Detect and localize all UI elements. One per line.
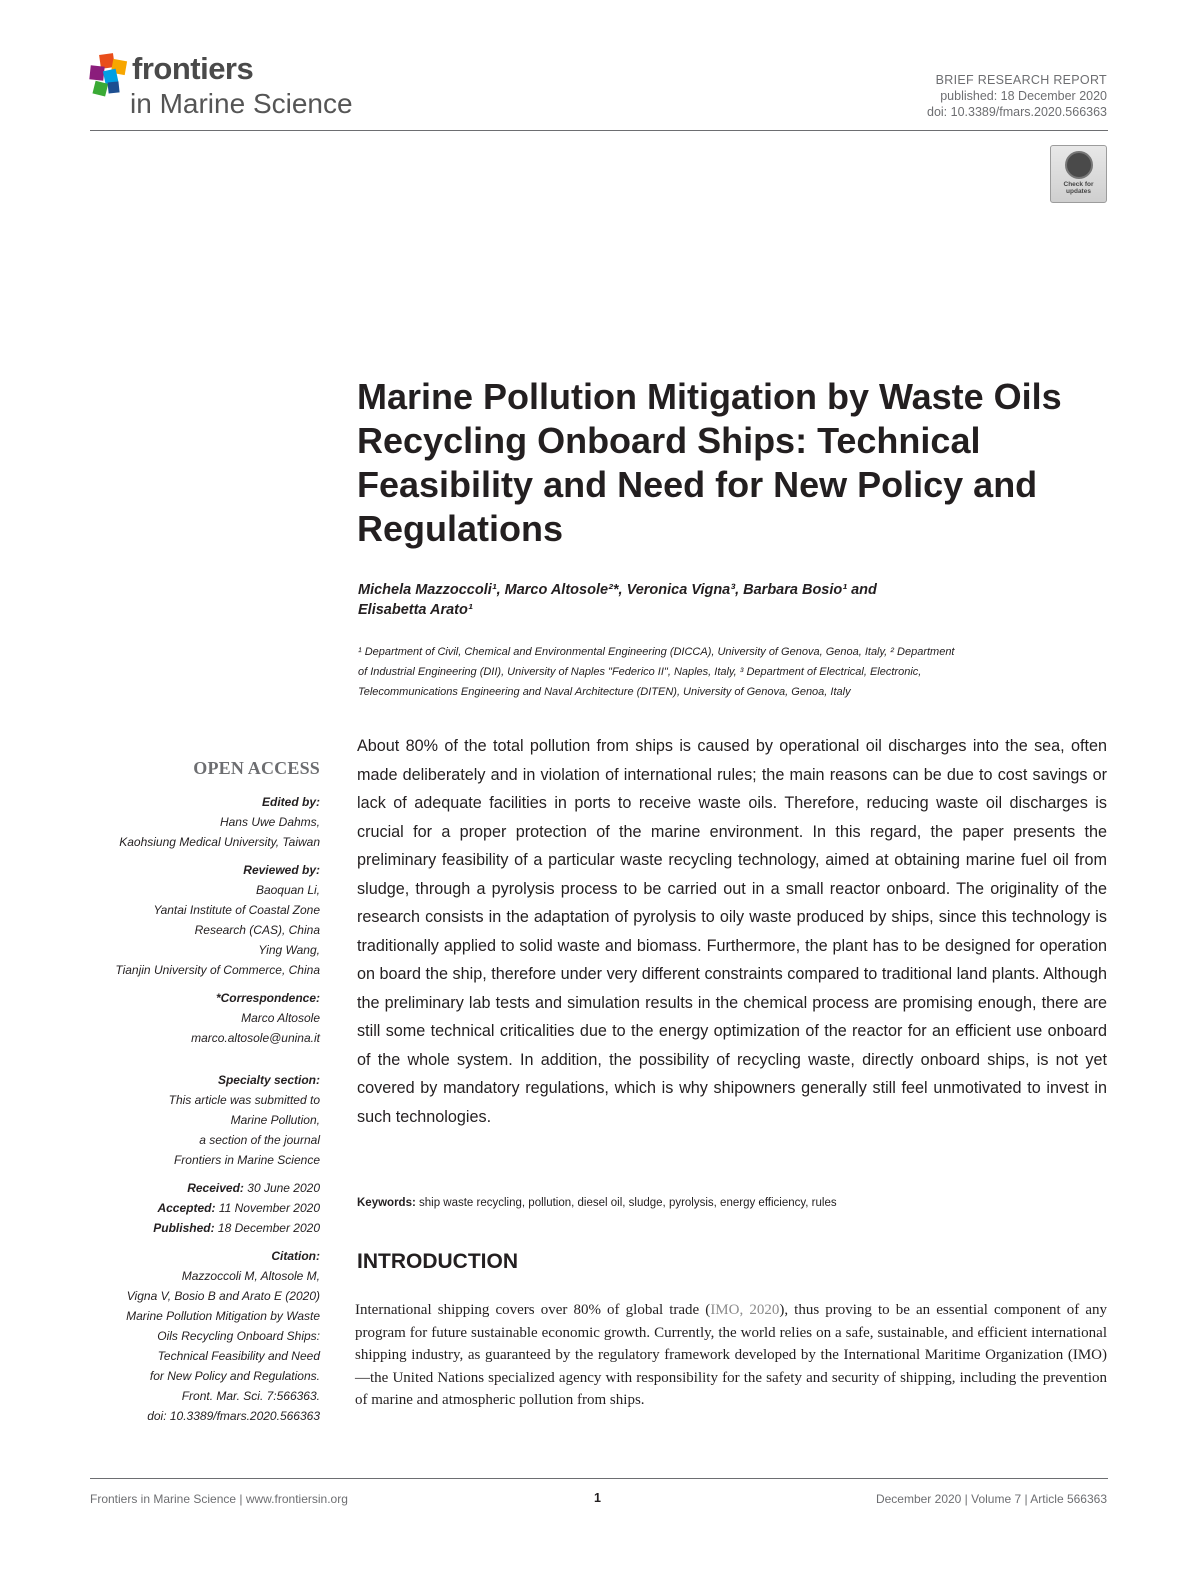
citation-line: Oils Recycling Onboard Ships: <box>157 1329 320 1343</box>
specialty-line: This article was submitted to <box>168 1093 320 1107</box>
received-date: Received: 30 June 2020 <box>187 1181 320 1195</box>
logo-wordmark: frontiers <box>132 51 254 86</box>
reviewed-by <box>70 860 320 980</box>
intro-text-after: ), thus proving to be an essential component of any program for future sustainable economic growth. Currently, the world relies on a safe, sustainable, and efficient international shipping industry, as guaranteed by the regulatory framework developed by the International Maritime Organization (IMO)—the United Nations specialized agency with responsibility for the safety and security of shipping, including the prevention of marine and atmospheric pollution from ships. <box>355 1302 1108 1408</box>
editor-affiliation: Kaohsiung Medical University, Taiwan <box>119 835 320 849</box>
check-for-updates-button[interactable] <box>1050 145 1107 203</box>
reviewer-name[interactable]: Baoquan Li, <box>255 883 320 897</box>
affiliation-line: ¹ Department of Civil, Chemical and Environmental Engineering (DICCA), University of Genova, Genoa, Italy, ² Department <box>358 646 955 658</box>
affiliation-line: Telecommunications Engineering and Naval Architecture (DITEN), University of Genova, Genoa, Italy <box>358 686 851 698</box>
affiliations <box>358 642 1103 702</box>
intro-text-before: International shipping covers over 80% of global trade ( <box>355 1302 711 1318</box>
edited-by-label: Edited by: <box>261 795 320 809</box>
reviewer-affiliation: Research (CAS), China <box>194 923 320 937</box>
citation-label: Citation: <box>271 1249 320 1263</box>
crossmark-label: Check for updates <box>1063 181 1094 195</box>
footer-journal-link[interactable]: Frontiers in Marine Science | www.frontiersin.org <box>90 1492 348 1506</box>
article-title: Marine Pollution Mitigation by Waste Oils Recycling Onboard Ships: Technical Feasibility and Need for New Policy and Regulations <box>357 376 1062 549</box>
published-date: published: 18 December 2020 <box>940 89 1107 103</box>
introduction-paragraph <box>355 1299 1107 1412</box>
specialty-line: Frontiers in Marine Science <box>173 1153 320 1167</box>
editor-name[interactable]: Hans Uwe Dahms, <box>219 815 320 829</box>
open-access-label: OPEN ACCESS <box>193 758 320 778</box>
sidebar <box>70 758 320 1434</box>
correspondence-label: *Correspondence: <box>215 991 320 1005</box>
keywords-label: Keywords: <box>357 1197 416 1209</box>
doi-link[interactable]: doi: 10.3389/fmars.2020.566363 <box>927 105 1107 119</box>
specialty-section <box>70 1070 320 1170</box>
affiliation-line: of Industrial Engineering (DII), University of Naples "Federico II", Naples, Italy, ³ Department of Electrical, Electronic, <box>358 666 922 678</box>
correspondence <box>70 988 320 1048</box>
abstract: About 80% of the total pollution from ships is caused by operational oil discharges into the sea, often made deliberately and in violation of international rules; the main reasons can be due to cost savings or lack of adequate facilities in ports to receive waste oils. Therefore, reducing waste oil discharges is crucial for a proper protection of the marine environment. In this regard, the paper presents the preliminary feasibility of a particular waste recycling technology, aimed at obtaining marine fuel oil from sludge, through a pyrolysis process to be carried out in a small reactor onboard. The originality of the research consists in the adaptation of pyrolysis to oily waste produced by ships, since this technology is traditionally applied to solid waste and biomass. Furthermore, the plant has to be designed for operation on board the ship, therefore under very different constraints compared to traditional land plants. Although the preliminary lab tests and simulation results in the chemical process are promising enough, there are still some technical criticalities due to the energy optimization of the reactor for an efficient use onboard of the whole system. In addition, the possibility of recycling waste, directly onboard ships, is not yet covered by mandatory regulations, which is why shipowners generally still feel unmotivated to invest in such technologies. <box>357 737 1107 1126</box>
published-date-sidebar: Published: 18 December 2020 <box>153 1221 320 1235</box>
citation-line: Front. Mar. Sci. 7:566363. <box>181 1389 320 1403</box>
citation-line: Marine Pollution Mitigation by Waste <box>126 1309 320 1323</box>
journal-name: in Marine Science <box>130 88 353 119</box>
frontiers-logo-icon <box>88 52 130 98</box>
reviewer-name[interactable]: Ying Wang, <box>258 943 320 957</box>
correspondence-email[interactable]: marco.altosole@unina.it <box>191 1031 320 1045</box>
specialty-line: a section of the journal <box>199 1133 320 1147</box>
keywords-text: ship waste recycling, pollution, diesel oil, sludge, pyrolysis, energy efficiency, rules <box>419 1197 837 1209</box>
introduction-heading: INTRODUCTION <box>357 1250 518 1273</box>
citation-doi[interactable]: doi: 10.3389/fmars.2020.566363 <box>147 1409 320 1423</box>
citation-line: Technical Feasibility and Need <box>157 1349 320 1363</box>
article-type: BRIEF RESEARCH REPORT <box>935 73 1107 87</box>
crossmark-icon <box>1065 151 1093 179</box>
journal-logo[interactable] <box>88 50 368 122</box>
page-number: 1 <box>594 1491 601 1505</box>
citation-line: Vigna V, Bosio B and Arato E (2020) <box>126 1289 320 1303</box>
author-list <box>358 580 1118 620</box>
keywords <box>357 1194 1107 1212</box>
correspondence-name: Marco Altosole <box>241 1011 320 1025</box>
author-line[interactable]: Michela Mazzoccoli¹, Marco Altosole²*, Veronica Vigna³, Barbara Bosio¹ and <box>358 582 877 598</box>
citation-line: Mazzoccoli M, Altosole M, <box>181 1269 320 1283</box>
reviewer-affiliation: Tianjin University of Commerce, China <box>115 963 320 977</box>
article-meta <box>927 72 1107 120</box>
citation-link[interactable]: IMO, 2020 <box>710 1302 780 1318</box>
specialty-line: Marine Pollution, <box>230 1113 320 1127</box>
header-divider <box>90 130 1108 131</box>
specialty-label: Specialty section: <box>217 1073 320 1087</box>
accepted-date: Accepted: 11 November 2020 <box>157 1201 320 1215</box>
footer-volume-info: December 2020 | Volume 7 | Article 566363 <box>875 1492 1107 1506</box>
author-line[interactable]: Elisabetta Arato¹ <box>358 602 473 618</box>
edited-by <box>70 792 320 852</box>
reviewer-affiliation: Yantai Institute of Coastal Zone <box>153 903 320 917</box>
dates <box>70 1178 320 1238</box>
citation-line: for New Policy and Regulations. <box>149 1369 320 1383</box>
reviewed-by-label: Reviewed by: <box>243 863 320 877</box>
citation-block <box>70 1246 320 1426</box>
footer-divider <box>90 1478 1108 1479</box>
